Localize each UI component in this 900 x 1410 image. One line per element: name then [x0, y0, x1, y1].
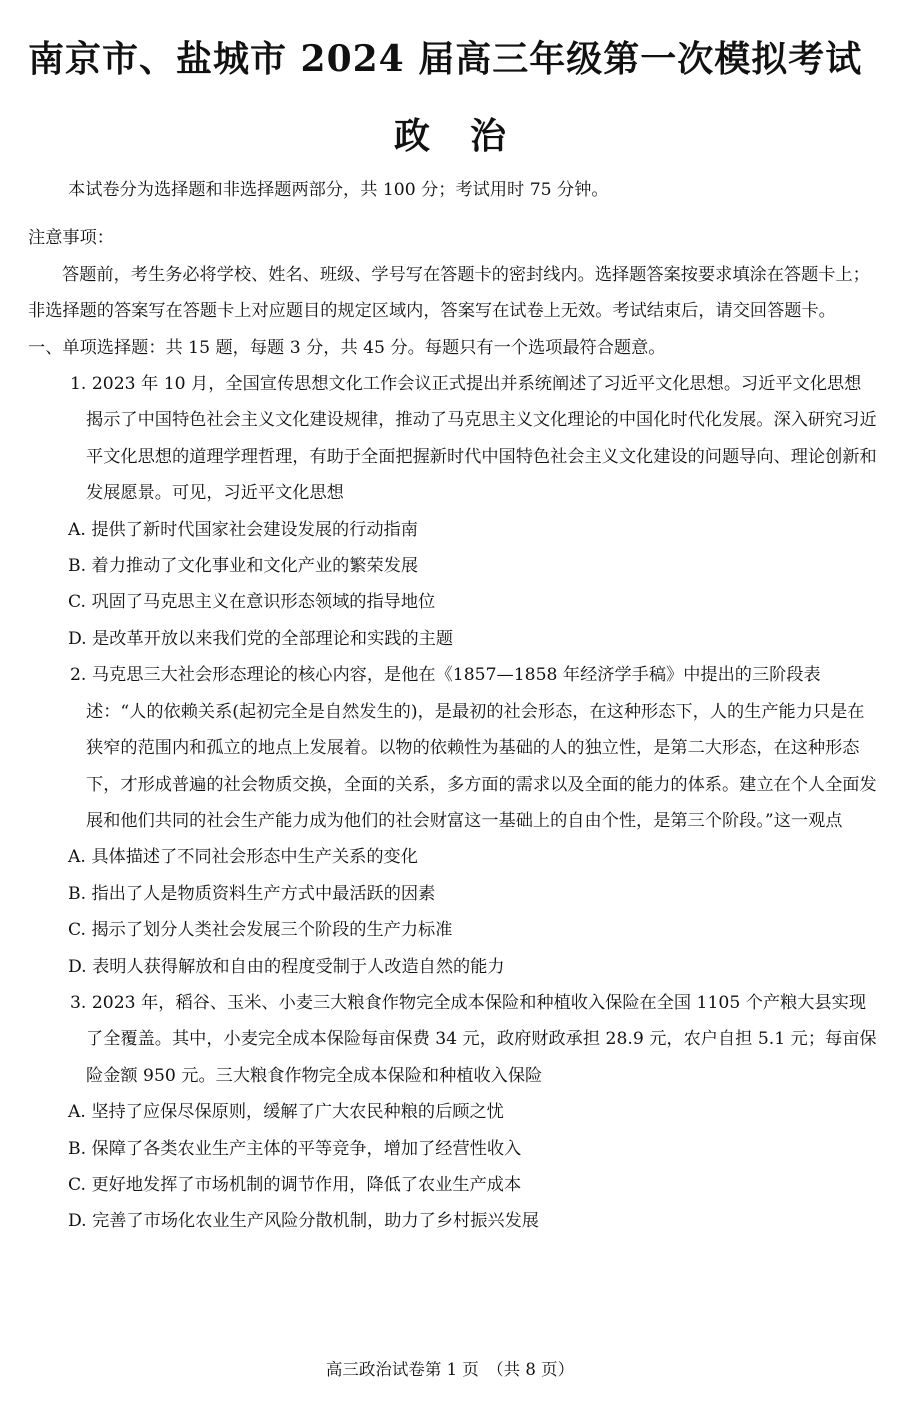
question-3 — [28, 985, 878, 1240]
option-a: A. 具体描述了不同社会形态中生产关系的变化 — [68, 847, 418, 868]
option-a: A. 坚持了应保尽保原则，缓解了广大农民种粮的后顾之忧 — [68, 1102, 504, 1123]
option-c: C. 巩固了马克思主义在意识形态领域的指导地位 — [68, 592, 436, 613]
option-d: D. 完善了市场化农业生产风险分散机制，助力了乡村振兴发展 — [68, 1211, 539, 1232]
question-stem: 2. 马克思三大社会形态理论的核心内容，是他在《1857—1858 年经济学手稿》中提出的三阶段表述：“人的依赖关系(起初完全是自然发生的)，是最初的社会形态，在这种形态下，人的生产能力只是在狭窄的范围内和孤立的地点上发展着。以物的依赖性为基础的人的独立性，是第二大形态，在这种形态下，才形成普遍的社会物质交换，全面的关系，多方面的需求以及全面的能力的体系。建立在个人全面发展和他们共同的社会生产能力成为他们的社会财富这一基础上的自由个性，是第三个阶段。”这一观点 — [70, 665, 877, 831]
option-d: D. 是改革开放以来我们党的全部理论和实践的主题 — [68, 628, 454, 649]
question-stem: 3. 2023 年，稻谷、玉米、小麦三大粮食作物完全成本保险和种植收入保险在全国 1105 个产粮大县实现了全覆盖。其中，小麦完全成本保险每亩保费 34 元，政府财政承担 28.9 元，农户自担 5.1 元；每亩保险金额 950 元。三大粮食作物完全成本保险和种植收入保险 — [70, 992, 877, 1086]
exam-title: 南京市、盐城市 2024 届高三年级第一次模拟考试 — [28, 38, 863, 80]
page-footer: 高三政治试卷第 1 页 （共 8 页） — [325, 1360, 575, 1379]
notice-text: 答题前，考生务必将学校、姓名、班级、学号写在答题卡的密封线内。选择题答案按要求填涂在答题卡上；非选择题的答案写在答题卡上对应题目的规定区域内，答案写在试卷上无效。考试结束后，请交回答题卡。 — [28, 264, 870, 322]
option-d: D. 表明人获得解放和自由的程度受制于人改造自然的能力 — [68, 956, 505, 977]
notice-heading: 注意事项： — [28, 228, 114, 249]
exam-body — [28, 172, 878, 1240]
subject-title: 政治 — [393, 115, 546, 157]
option-a: A. 提供了新时代国家社会建设发展的行动指南 — [68, 519, 418, 540]
exam-intro: 本试卷分为选择题和非选择题两部分，共 100 分；考试用时 75 分钟。 — [68, 180, 609, 200]
section-heading: 一、单项选择题：共 15 题，每题 3 分，共 45 分。每题只有一个选项最符合题意。 — [28, 337, 666, 358]
option-b: B. 着力推动了文化事业和文化产业的繁荣发展 — [68, 556, 419, 577]
option-c: C. 更好地发挥了市场机制的调节作用，降低了农业生产成本 — [68, 1174, 522, 1195]
question-2 — [28, 657, 878, 985]
question-stem: 1. 2023 年 10 月，全国宣传思想文化工作会议正式提出并系统阐述了习近平文化思想。习近平文化思想揭示了中国特色社会主义文化建设规律，推动了马克思主义文化理论的中国化时代化发展。深入研究习近平文化思想的道理学理哲理，有助于全面把握新时代中国特色社会主义文化建设的问题导向、理论创新和发展愿景。可见，习近平文化思想 — [70, 374, 877, 504]
option-c: C. 揭示了划分人类社会发展三个阶段的生产力标准 — [68, 920, 453, 941]
option-b: B. 指出了人是物质资料生产方式中最活跃的因素 — [68, 883, 436, 904]
question-1 — [28, 366, 878, 657]
option-b: B. 保障了各类农业生产主体的平等竞争，增加了经营性收入 — [68, 1138, 522, 1159]
